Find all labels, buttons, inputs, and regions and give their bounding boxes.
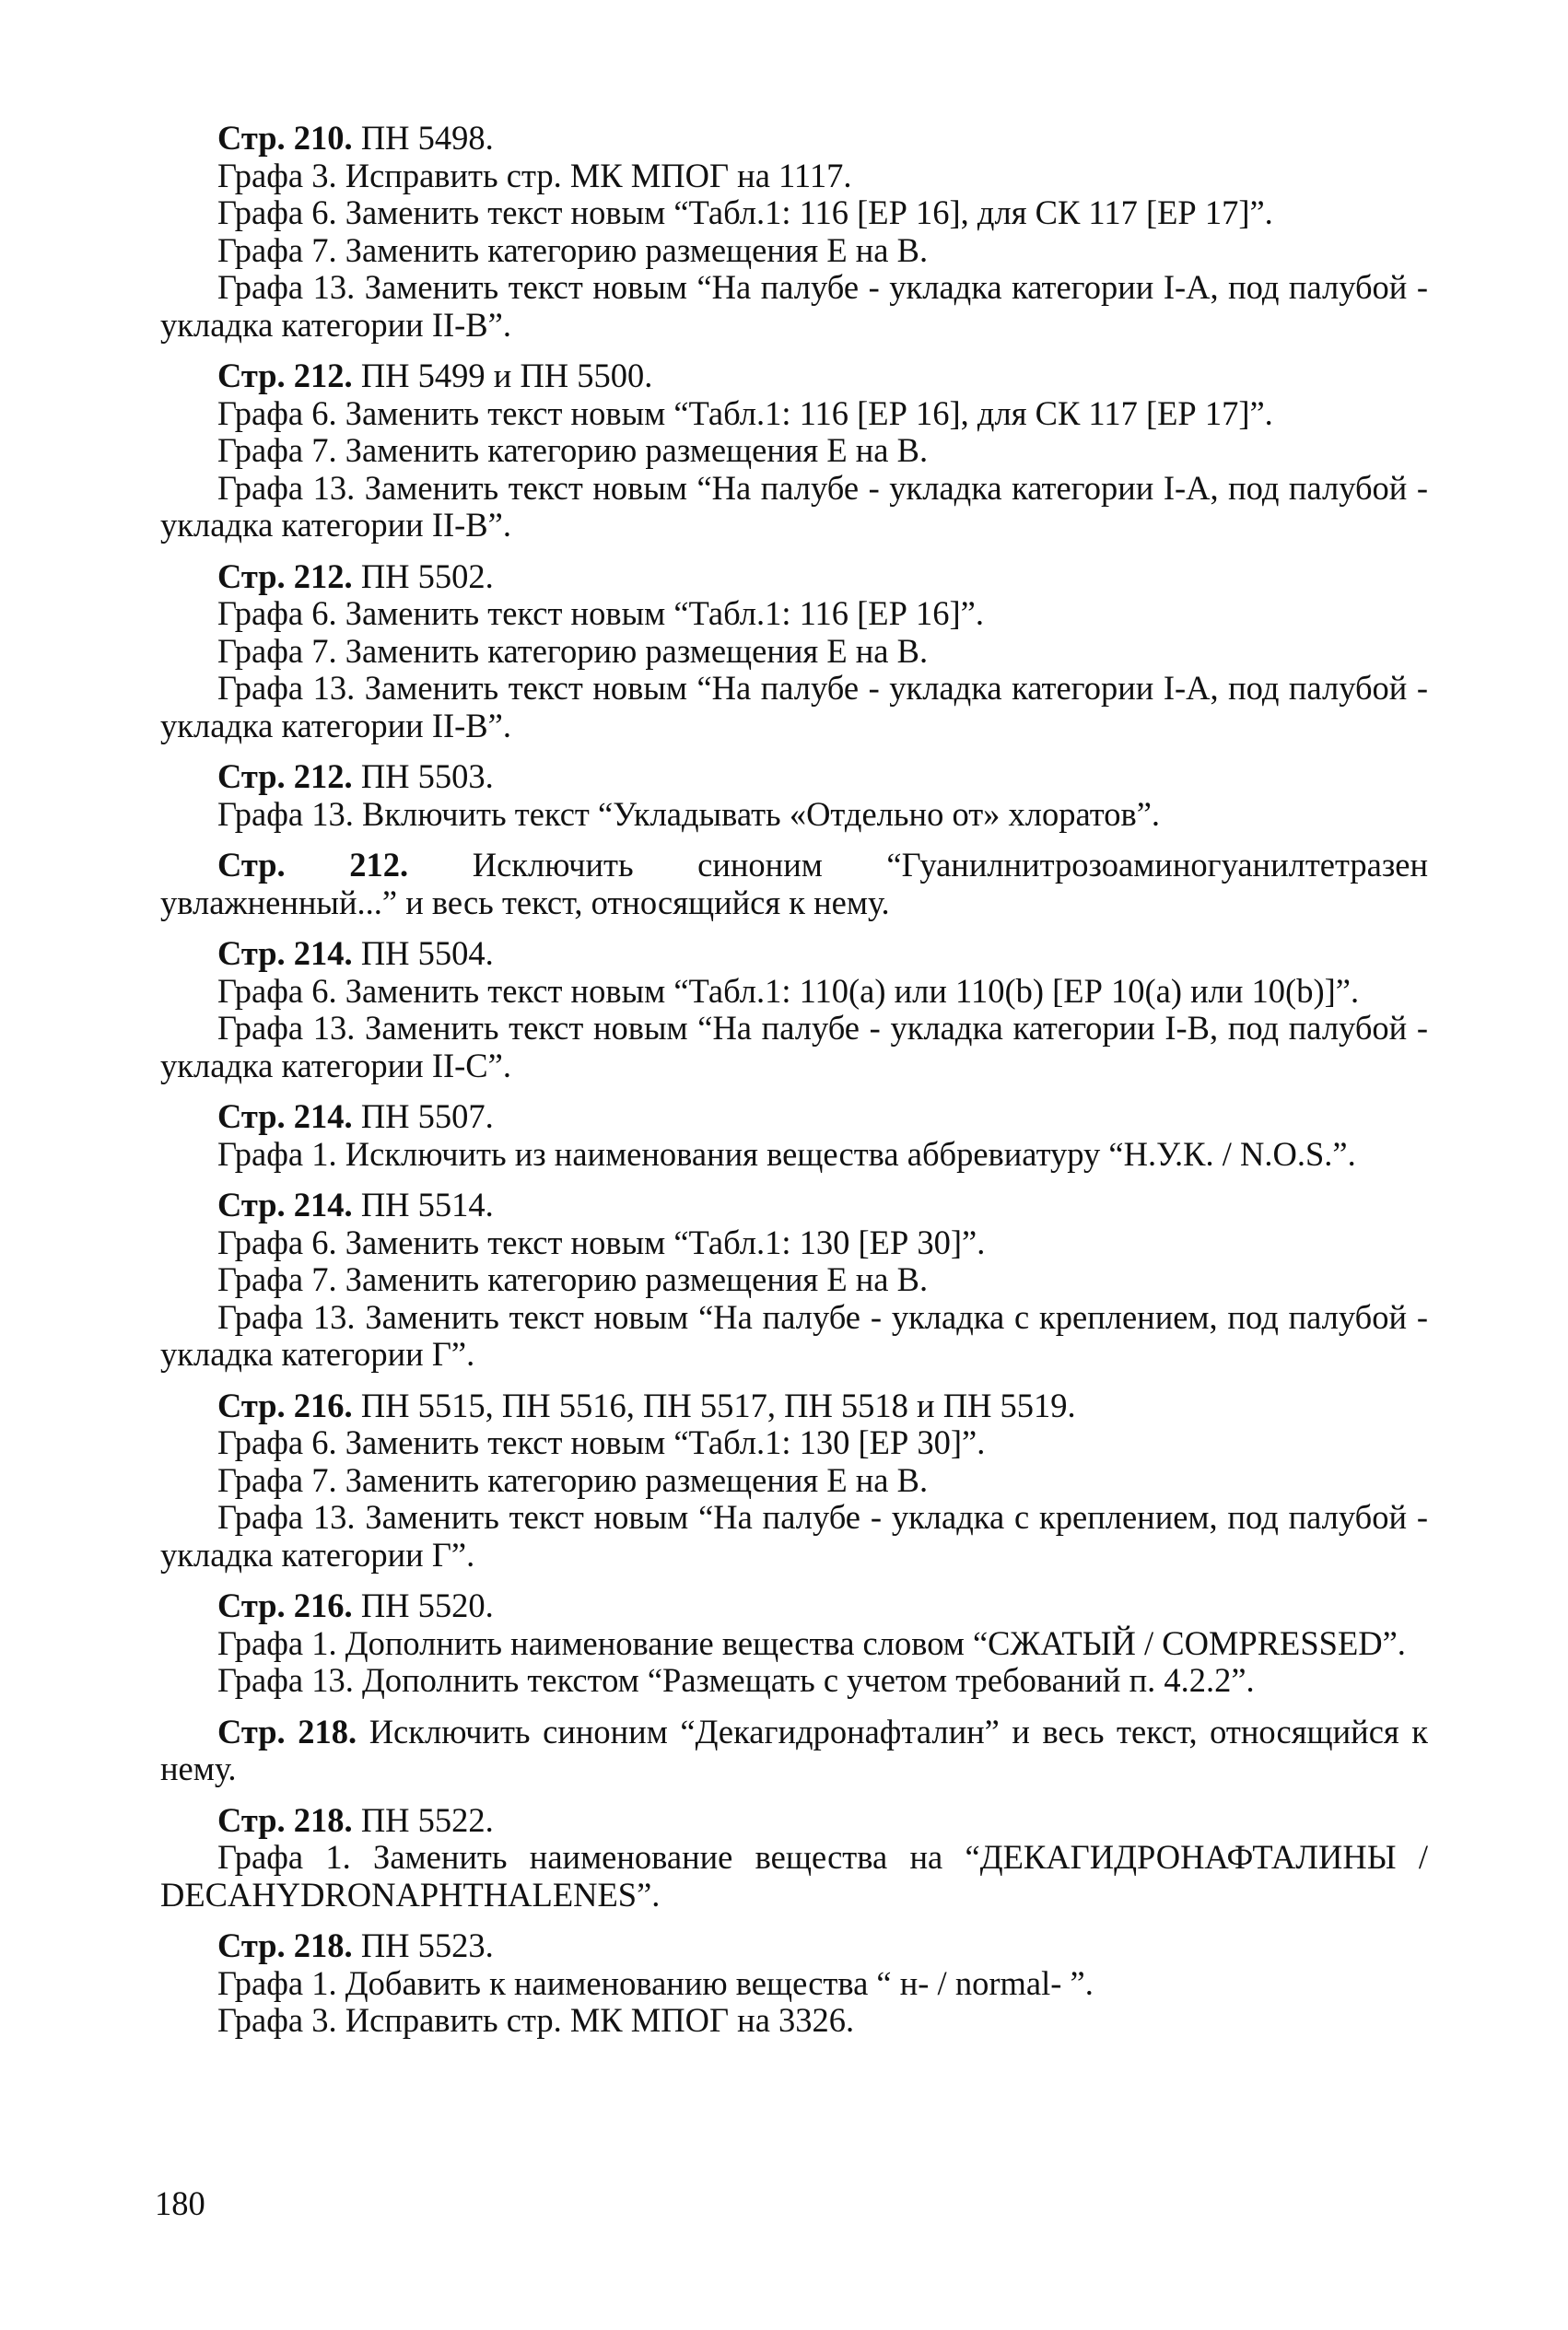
page-reference: Стр. 214.	[217, 1186, 353, 1224]
entry-subject: ПН 5514.	[352, 1186, 494, 1224]
page-reference: Стр. 212.	[217, 846, 409, 884]
entry-heading	[160, 1098, 1428, 1136]
entry-subject: ПН 5502.	[352, 556, 494, 595]
entry-heading	[160, 120, 1428, 158]
column-instruction: Графа 6. Заменить текст новым “Табл.1: 116 [ЕР 16]”.	[217, 594, 984, 632]
entry-subject: ПН 5498.	[352, 119, 494, 157]
entry-section	[160, 558, 1428, 745]
entry-heading	[160, 935, 1428, 973]
page-reference: Стр. 218.	[217, 1926, 353, 1964]
entry-heading	[160, 558, 1428, 596]
entry-section	[160, 1802, 1428, 1914]
entry-heading	[160, 1387, 1428, 1425]
entry-heading	[160, 1802, 1428, 1840]
column-instruction: Графа 7. Заменить категорию размещения Е на В.	[217, 431, 929, 469]
entry-heading	[160, 1714, 1428, 1788]
entry-subject: Исключить синоним “Декагидронафталин” и весь текст, относящийся к нему.	[160, 1712, 1428, 1787]
entry-heading	[160, 1927, 1428, 1965]
column-instruction: Графа 7. Заменить категорию размещения Е на В.	[217, 631, 929, 670]
entry-subject: ПН 5504.	[352, 934, 494, 972]
page-reference: Стр. 212.	[217, 757, 353, 795]
column-instruction: Графа 7. Заменить категорию размещения Е на В.	[217, 230, 929, 269]
column-instruction: Графа 13. Заменить текст новым “На палубе - укладка категории I-А, под палубой - укладка категории II-В”.	[160, 268, 1428, 344]
entry-section	[160, 1098, 1428, 1173]
column-instruction: Графа 6. Заменить текст новым “Табл.1: 130 [ЕР 30]”.	[217, 1423, 986, 1461]
column-instruction: Графа 6. Заменить текст новым “Табл.1: 130 [ЕР 30]”.	[217, 1223, 986, 1261]
page-reference: Стр. 212.	[217, 556, 353, 595]
page-reference: Стр. 218.	[217, 1800, 353, 1839]
entry-subject: ПН 5507.	[352, 1097, 494, 1135]
column-instruction: Графа 13. Заменить текст новым “На палубе - укладка категории I-А, под палубой - укладка категории II-В”.	[160, 669, 1428, 744]
entry-section	[160, 1714, 1428, 1788]
column-instruction: Графа 13. Заменить текст новым “На палубе - укладка категории I-А, под палубой - укладка категории II-В”.	[160, 468, 1428, 544]
entry-heading	[160, 758, 1428, 796]
entry-subject: ПН 5523.	[352, 1926, 494, 1964]
page-reference: Стр. 216.	[217, 1386, 353, 1424]
entry-heading	[160, 1587, 1428, 1625]
column-instruction: Графа 6. Заменить текст новым “Табл.1: 110(а) или 110(b) [ЕР 10(а) или 10(b)]”.	[217, 971, 1360, 1010]
column-instruction: Графа 13. Включить текст “Укладывать «Отдельно от» хлоратов”.	[217, 794, 1161, 833]
column-instruction: Графа 13. Заменить текст новым “На палубе - укладка с креплением, под палубой - укладка категории Г”.	[160, 1498, 1428, 1574]
page-reference: Стр. 216.	[217, 1587, 353, 1624]
entry-section	[160, 120, 1428, 344]
entry-heading	[160, 847, 1428, 921]
document-body	[160, 120, 1428, 2054]
column-instruction: Графа 6. Заменить текст новым “Табл.1: 116 [ЕР 16], для СК 117 [ЕР 17]”.	[217, 193, 1273, 231]
column-instruction: Графа 7. Заменить категорию размещения Е на В.	[217, 1460, 929, 1499]
column-instruction: Графа 7. Заменить категорию размещения Е на В.	[217, 1260, 929, 1298]
entry-subject: ПН 5499 и ПН 5500.	[352, 357, 653, 394]
entry-section	[160, 1587, 1428, 1700]
entry-section	[160, 847, 1428, 921]
column-instruction: Графа 13. Дополнить текстом “Размещать с учетом требований п. 4.2.2”.	[217, 1661, 1255, 1699]
page-number: 180	[155, 2184, 205, 2222]
column-instruction: Графа 1. Дополнить наименование вещества словом “СЖАТЫЙ / COMPRESSED”.	[217, 1623, 1406, 1662]
column-instruction: Графа 3. Исправить стр. МК МПОГ на 1117.	[217, 156, 852, 194]
page-reference: Стр. 210.	[217, 119, 353, 157]
entry-subject: Исключить синоним “Гуанилнитрозоаминогуанилтетразен увлажненный...” и весь текст, относящийся к нему.	[160, 846, 1428, 921]
entry-subject: ПН 5515, ПН 5516, ПН 5517, ПН 5518 и ПН 5519.	[352, 1386, 1076, 1424]
page-reference: Стр. 212.	[217, 357, 353, 394]
entry-heading	[160, 1187, 1428, 1224]
entry-section	[160, 1387, 1428, 1575]
column-instruction: Графа 1. Исключить из наименования вещества аббревиатуру “Н.У.К. / N.O.S.”.	[217, 1134, 1356, 1173]
column-instruction: Графа 3. Исправить стр. МК МПОГ на 3326.	[217, 2001, 855, 2039]
entry-subject: ПН 5503.	[352, 757, 494, 795]
entry-section	[160, 935, 1428, 1084]
entry-section	[160, 1927, 1428, 2040]
column-instruction: Графа 13. Заменить текст новым “На палубе - укладка категории I-В, под палубой - укладка категории II-С”.	[160, 1009, 1428, 1084]
column-instruction: Графа 6. Заменить текст новым “Табл.1: 116 [ЕР 16], для СК 117 [ЕР 17]”.	[217, 393, 1273, 432]
page-reference: Стр. 214.	[217, 934, 353, 972]
entry-section	[160, 758, 1428, 833]
entry-heading	[160, 357, 1428, 395]
column-instruction: Графа 13. Заменить текст новым “На палубе - укладка с креплением, под палубой - укладка категории Г”.	[160, 1297, 1428, 1373]
column-instruction: Графа 1. Добавить к наименованию вещества “ н- / normal- ”.	[217, 1963, 1094, 2002]
page-reference: Стр. 218.	[217, 1712, 357, 1750]
entry-subject: ПН 5520.	[352, 1587, 494, 1624]
entry-subject: ПН 5522.	[352, 1800, 494, 1839]
entry-section	[160, 1187, 1428, 1374]
column-instruction: Графа 1. Заменить наименование вещества на “ДЕКАГИДРОНАФТАЛИНЫ / DECAHYDRONAPHTHALENES”.	[160, 1838, 1428, 1914]
page-reference: Стр. 214.	[217, 1097, 353, 1135]
entry-section	[160, 357, 1428, 544]
